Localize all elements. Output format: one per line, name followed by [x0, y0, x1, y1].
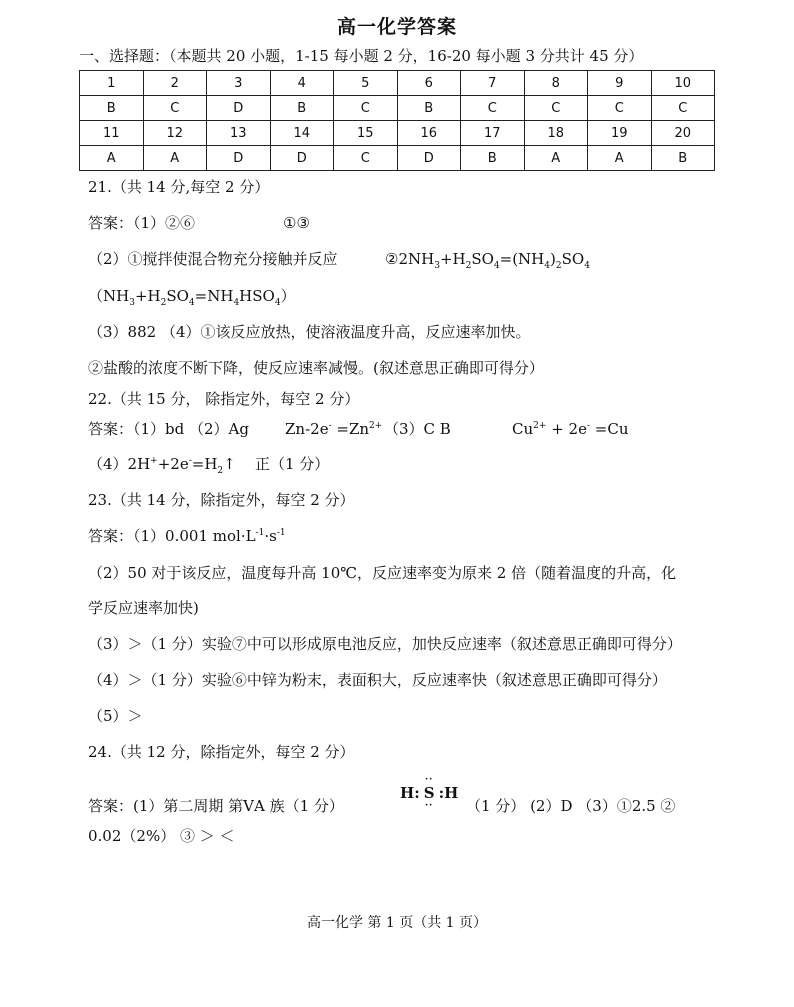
subscript: 2 [217, 466, 224, 476]
text: =Zn [331, 420, 370, 438]
q23-answer-2-cont: 学反应速率加快) [88, 599, 199, 617]
electron-pair: : [414, 784, 420, 802]
subscript: 4 [493, 261, 500, 271]
text: =H [191, 455, 218, 473]
table-row [80, 96, 715, 121]
subscript: 3 [129, 298, 135, 308]
table-row [80, 71, 715, 96]
text: ↑ [223, 455, 236, 473]
table-cell: C [461, 96, 525, 121]
hydrogen-symbol: H [400, 784, 415, 802]
q21-answer-2a: （2）①搅拌使混合物充分接触并反应 [88, 250, 338, 268]
superscript: 2+ [533, 421, 547, 431]
q24-answer-1b: （1 分） (2）D （3）①2.5 ② [466, 797, 676, 815]
subscript: 4 [233, 298, 240, 308]
subscript: 4 [584, 261, 590, 271]
table-cell: D [207, 96, 271, 121]
table-cell: 8 [524, 71, 588, 96]
superscript: -1 [276, 528, 286, 538]
q21-answer-3: （3）882 （4）①该反应放热，使溶液温度升高，反应速率加快。 [88, 323, 531, 341]
lone-pair-bottom: ·· [425, 801, 434, 811]
table-cell: 1 [80, 71, 144, 96]
q24-heading: 24.（共 12 分，除指定外，每空 2 分） [88, 743, 355, 761]
q21-equation-1 [385, 249, 590, 269]
subscript: 2 [160, 298, 167, 308]
text: （NH [88, 287, 130, 305]
superscript: + [150, 456, 158, 466]
table-cell: C [334, 146, 398, 171]
table-row [80, 146, 715, 171]
section1-heading: 一、选择题：（本题共 20 小题，1-15 每小题 2 分，16-20 每小题 3 分共计 45 分） [79, 47, 644, 65]
table-cell: B [270, 96, 334, 121]
q23-answer-1 [88, 526, 286, 546]
q22-heading: 22.（共 15 分， 除指定外，每空 2 分） [88, 390, 360, 408]
q21-equation-2 [88, 286, 296, 306]
subscript: 3 [434, 261, 440, 271]
table-cell: 11 [80, 121, 144, 146]
text: =Cu [590, 420, 629, 438]
text: SO [166, 287, 189, 305]
table-cell: 7 [461, 71, 525, 96]
table-cell: 10 [651, 71, 715, 96]
table-cell: C [651, 96, 715, 121]
sulfur-letter: S [423, 784, 435, 802]
text: ②2NH [385, 250, 435, 268]
text: Cu [512, 420, 534, 438]
q22-half-reaction-cu [512, 419, 628, 439]
table-cell: 5 [334, 71, 398, 96]
q24-answer-2: 0.02（2%） ③ ＞ ＜ [88, 827, 235, 845]
text: +H [439, 250, 466, 268]
table-cell: B [461, 146, 525, 171]
table-cell: A [80, 146, 144, 171]
q21-answer-4: ②盐酸的浓度不断下降，使反应速率减慢。(叙述意思正确即可得分） [88, 359, 544, 377]
text: +H [134, 287, 161, 305]
text: SO [561, 250, 585, 268]
table-cell: C [524, 96, 588, 121]
q21-answer-1a: 答案：（1）②⑥ [88, 214, 196, 232]
h2s-lewis-structure [400, 775, 459, 811]
table-cell: B [397, 96, 461, 121]
superscript: - [328, 421, 332, 431]
table-cell: 18 [524, 121, 588, 146]
text: ·s [264, 527, 277, 545]
subscript: 2 [555, 261, 562, 271]
sulfur-symbol [423, 775, 435, 811]
table-cell: A [588, 146, 652, 171]
subscript: 2 [465, 261, 472, 271]
table-cell: 6 [397, 71, 461, 96]
table-cell: 12 [143, 121, 207, 146]
table-cell: D [270, 146, 334, 171]
q22-answer-2b: 正（1 分） [255, 455, 330, 473]
electron-pair: : [438, 784, 445, 802]
table-cell: C [334, 96, 398, 121]
subscript: 4 [544, 261, 551, 271]
q22-answer-1a: 答案：（1）bd （2）Ag [88, 420, 249, 438]
page-title: 高一化学答案 [336, 16, 457, 38]
text: =NH [194, 287, 234, 305]
table-cell: 15 [334, 121, 398, 146]
table-cell: D [397, 146, 461, 171]
q23-answer-2: （2）50 对于该反应，温度每升高 10℃，反应速率变为原来 2 倍（随着温度的升高，化 [88, 564, 677, 582]
table-cell: C [588, 96, 652, 121]
q22-half-reaction-h [88, 454, 236, 474]
q23-heading: 23.（共 14 分，除指定外，每空 2 分） [88, 491, 355, 509]
table-cell: B [651, 146, 715, 171]
answer-table [79, 70, 715, 171]
text: Zn-2e [285, 420, 329, 438]
superscript: - [188, 456, 192, 466]
text: ) [550, 250, 556, 268]
text: ） [280, 287, 296, 305]
table-cell: 14 [270, 121, 334, 146]
table-cell: B [80, 96, 144, 121]
hydrogen-symbol: H [444, 784, 459, 802]
superscript: - [586, 421, 590, 431]
q22-answer-1c: （3）C B [384, 420, 451, 438]
q23-answer-5: （5）＞ [88, 707, 143, 725]
page-footer: 高一化学 第 1 页（共 1 页） [306, 915, 488, 931]
subscript: 4 [188, 298, 195, 308]
text: （4）2H [88, 455, 151, 473]
text: SO [471, 250, 494, 268]
table-cell: 4 [270, 71, 334, 96]
table-cell: 2 [143, 71, 207, 96]
subscript: 4 [274, 298, 281, 308]
table-cell: 9 [588, 71, 652, 96]
table-cell: 17 [461, 121, 525, 146]
table-cell: 13 [207, 121, 271, 146]
q21-answer-1b: ①③ [283, 214, 310, 232]
text: +2e [157, 455, 189, 473]
table-cell: 19 [588, 121, 652, 146]
table-cell: D [207, 146, 271, 171]
superscript: -1 [255, 528, 265, 538]
text: + 2e [546, 420, 587, 438]
q22-half-reaction-zn [285, 419, 382, 439]
superscript: 2+ [369, 421, 383, 431]
lone-pair-top: ·· [425, 775, 434, 785]
table-cell: A [143, 146, 207, 171]
table-cell: 3 [207, 71, 271, 96]
table-cell: 20 [651, 121, 715, 146]
q23-answer-3: （3）＞（1 分）实验⑦中可以形成原电池反应，加快反应速率（叙述意思正确即可得分） [88, 635, 682, 653]
q21-heading: 21.（共 14 分,每空 2 分） [88, 178, 270, 196]
table-row [80, 121, 715, 146]
text: 答案：（1）0.001 mol·L [88, 527, 256, 545]
q23-answer-4: （4）＞（1 分）实验⑥中锌为粉末，表面积大，反应速率快（叙述意思正确即可得分） [88, 671, 667, 689]
text: HSO [239, 287, 275, 305]
q24-answer-1a: 答案：(1）第二周期 第ⅤA 族（1 分） [88, 797, 344, 815]
table-cell: C [143, 96, 207, 121]
text: =(NH [499, 250, 545, 268]
table-cell: 16 [397, 121, 461, 146]
table-cell: A [524, 146, 588, 171]
